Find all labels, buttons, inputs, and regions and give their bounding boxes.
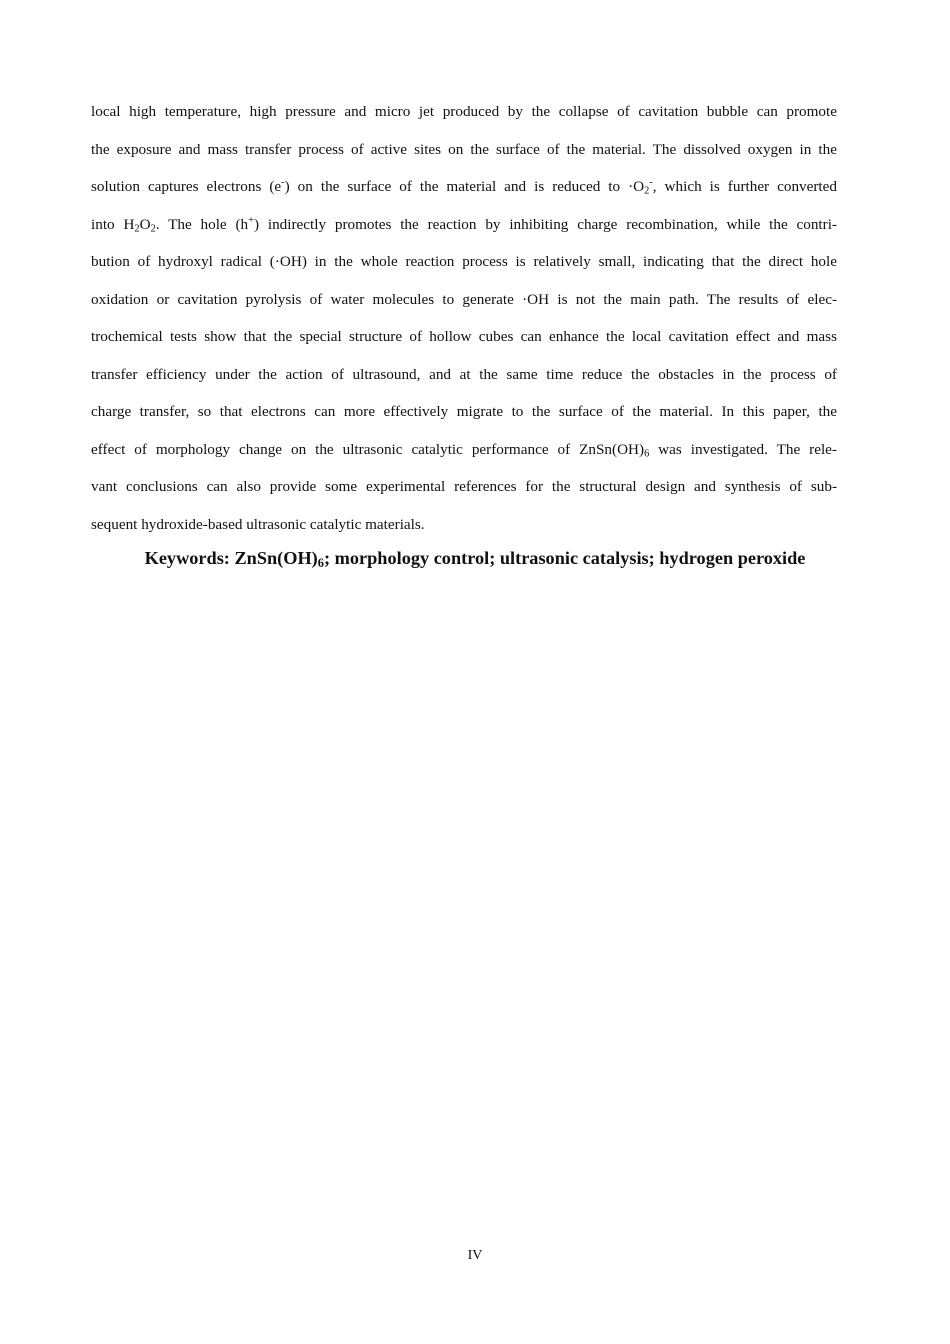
page-number: IV [467,1248,483,1263]
text-run: Keywords: ZnSn(OH) [144,548,318,568]
superscript: - [649,176,653,188]
text-run: O [139,215,151,233]
paragraph-line: the exposure and mass transfer process of active sites on the surface of the material. The dissolved oxygen in the [91,140,837,158]
text-run: . The hole (h [155,215,249,233]
paragraph-line: local high temperature, high pressure and micro jet produced by the collapse of cavitation bubble can promote [91,103,837,120]
superscript: - [281,176,285,188]
superscript: + [248,214,254,226]
paragraph-line [91,168,837,206]
text-run: solution captures electrons (e [91,178,282,195]
text-run: into H [91,215,135,233]
text-run: ; morphology control; ultrasonic catalysis; hydrogen peroxide [324,548,806,568]
subscript: 2 [150,223,156,235]
subscript: 6 [317,556,324,571]
paragraph-line: oxidation or cavitation pyrolysis of water molecules to generate ·OH is not the main path. The results of elec- [91,290,837,308]
paragraph-line: transfer efficiency under the action of ultrasound, and at the same time reduce the obstacles in the process of [91,365,837,383]
paragraph-line [91,431,837,469]
subscript: 2 [134,223,140,235]
subscript: 2 [644,185,650,197]
text-run: , which is further converted [652,178,837,195]
paragraph-line: charge transfer, so that electrons can more effectively migrate to the surface of the material. In this paper, the [91,403,837,420]
text-run: effect of morphology change on the ultrasonic catalytic performance of ZnSn(OH) [91,440,645,458]
paragraph-line: sequent hydroxide-based ultrasonic catalytic materials. [91,515,425,533]
paragraph-line: trochemical tests show that the special structure of hollow cubes can enhance the local cavitation effect and mass [91,328,837,345]
subscript: 6 [644,448,650,460]
text-run: was investigated. The rele- [649,440,837,458]
abstract-paragraph [91,93,837,543]
text-run: ) indirectly promotes the reaction by inhibiting charge recombination, while the contri- [253,215,837,233]
paragraph-line: bution of hydroxyl radical (·OH) in the whole reaction process is relatively small, indicating that the direct hole [91,253,837,270]
paragraph-line: vant conclusions can also provide some experimental references for the structural design and synthesis of sub- [91,478,837,495]
text-run: ) on the surface of the material and is reduced to ·O [284,178,645,195]
paragraph-line [91,206,837,244]
keywords-line [0,543,950,573]
